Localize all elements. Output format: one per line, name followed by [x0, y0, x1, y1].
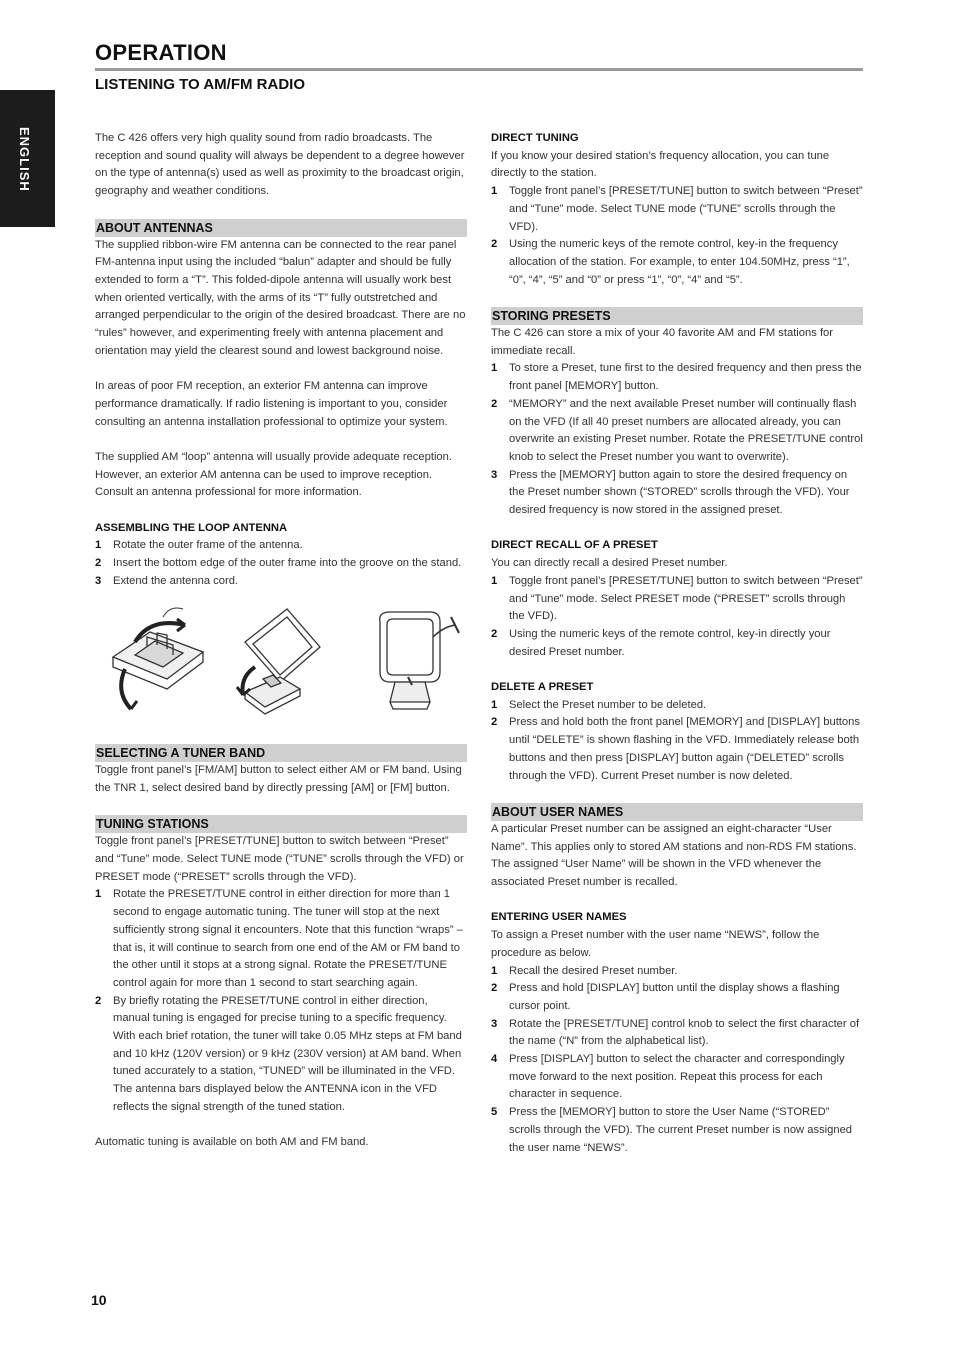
subheading-direct-recall: DIRECT RECALL OF A PRESET — [491, 539, 658, 552]
right-column — [491, 130, 863, 1157]
intro-paragraph: The C 426 offers very high quality sound from radio broadcasts. The reception and sound quality will always be dependent to a degree however on the type of antenna(s) used as well as proximity to the broadcast origin, geography and weather conditions. — [95, 132, 465, 198]
list-item: 1 To store a Preset, tune first to the desired frequency and then press the front panel [MEMORY] button. — [491, 362, 862, 393]
list-item: 1 Toggle front panel’s [PRESET/TUNE] button to switch between “Preset” and “Tune” mode. Select TUNE mode (“TUNE” scrolls through the VFD). — [491, 185, 863, 233]
list-item: 1 Recall the desired Preset number. — [491, 964, 678, 977]
antenna-step-2 — [237, 609, 320, 714]
section-heading-storing-presets: STORING PRESETS — [491, 307, 863, 325]
entering-intro: To assign a Preset number with the user name “NEWS”, follow the procedure as below. — [491, 929, 820, 959]
left-column — [95, 130, 467, 1152]
tuning-intro-paragraph: Toggle front panel’s [PRESET/TUNE] button to switch between “Preset” and “Tune” mode. Select TUNE mode (“TUNE” scrolls through the VFD) or PRESET mode (“PRESET” scrolls through the VFD). — [95, 835, 464, 883]
user-names-paragraph: A particular Preset number can be assigned an eight-character “User Name”. This applies only to stored AM stations and non-RDS FM stations. The assigned “User Name” will be shown in the VFD whenever the associated Preset number is recalled. — [491, 822, 857, 889]
subheading-delete-preset: DELETE A PRESET — [491, 681, 594, 694]
delete-steps — [491, 697, 863, 786]
list-item: 3 Extend the antenna cord. — [95, 574, 239, 587]
storing-steps — [491, 360, 863, 519]
language-tab — [0, 90, 55, 227]
subheading-assembling: ASSEMBLING THE LOOP ANTENNA — [95, 521, 288, 534]
list-item: 3 Rotate the [PRESET/TUNE] control knob to select the first character of the name (“N” from the alphabetical list). — [491, 1017, 860, 1048]
list-item: 2 Using the numeric keys of the remote control, key-in directly your desired Preset number. — [491, 627, 831, 658]
list-item: 1 Rotate the outer frame of the antenna. — [95, 539, 303, 552]
assembling-steps — [95, 537, 467, 590]
list-item: 4 Press [DISPLAY] button to select the character and correspondingly move forward to the next position. Repeat this process for each character in sequence. — [491, 1053, 845, 1101]
subheading-entering-user-names: ENTERING USER NAMES — [491, 911, 627, 924]
language-tab-label: ENGLISH — [17, 127, 32, 192]
list-item: 2 By briefly rotating the PRESET/TUNE control in either direction, manual tuning is engaged for precise tuning to a specific frequency. With each brief rotation, the tuner will take 0.05 MHz steps at FM band and 10 kHz (120V version) or 9 kHz (230V version) at AM band. When tuned accurately to a station, “TUNED” will be illuminated in the VFD. The antenna bars displayed below the ANTENNA icon in the VFD reflects the signal strength of the tuned station. — [95, 994, 462, 1113]
tuner-band-paragraph: Toggle front panel’s [FM/AM] button to select either AM or FM band. Using the TNR 1, select desired band by directly pressing [AM] or [FM] button. — [95, 764, 462, 794]
list-item: 1 Toggle front panel’s [PRESET/TUNE] button to switch between “Preset” and “Tune” mode. Select PRESET mode (“PRESET” scrolls through the VFD). — [491, 574, 863, 623]
title-divider — [95, 68, 863, 71]
direct-tuning-intro: If you know your desired station’s frequency allocation, you can tune directly to the station. — [491, 149, 830, 180]
section-heading-tuner-band: SELECTING A TUNER BAND — [95, 744, 467, 762]
antennas-paragraph: The supplied ribbon-wire FM antenna can be connected to the rear panel FM-antenna input using the included “balun” adapter and should be fully extended to form a “T”. This folded-dipole antenna will usually work best when oriented vertically, with the arms of its “T” fully outstretched and arranged perpendicular to the origin of the desired broadcast. There are no “rules” however, and experimenting freely with antenna placement and orientation may yield the clearest sound and lowest background noise. — [95, 238, 466, 357]
section-heading-tuning-stations: TUNING STATIONS — [95, 815, 467, 833]
entering-steps — [491, 963, 863, 1158]
list-item: 3 Press the [MEMORY] button again to store the desired frequency on the Preset number shown (“STORED” scrolls through the VFD). Your desired frequency is now stored in the assigned preset. — [491, 468, 850, 517]
list-item: 2 Insert the bottom edge of the outer frame into the groove on the stand. — [95, 557, 462, 570]
recall-steps — [491, 573, 863, 662]
antennas-paragraph: In areas of poor FM reception, an exterior FM antenna can improve performance dramatically. If radio listening is important to you, consider consulting an antenna installation professional to optimize your system. — [95, 380, 448, 428]
page-title: OPERATION — [95, 40, 227, 65]
antennas-paragraph: The supplied AM “loop” antenna will usually provide adequate reception. However, an exterior AM antenna can be used to improve reception. Consult an antenna professional for more information. — [95, 450, 452, 499]
subheading-direct-tuning: DIRECT TUNING — [491, 132, 579, 144]
list-item: 1 Select the Preset number to be deleted. — [491, 698, 707, 711]
section-heading-antennas: ABOUT ANTENNAS — [95, 219, 467, 237]
list-item: 2 “MEMORY” and the next available Preset number will continually flash on the VFD (If all 40 preset numbers are allocated already, you can overwrite an existing Preset number. Rotate the PRESET/TUNE control knob to select the Preset number you want to overwrite). — [491, 397, 863, 463]
recall-intro: You can directly recall a desired Preset number. — [491, 557, 728, 570]
direct-tuning-steps — [491, 183, 863, 289]
list-item: 2 Using the numeric keys of the remote control, key-in the frequency allocation of the station. For example, to enter 104.50MHz, press “1”, “0”, “4”, “5” and “0” or press “1”, “0”, “4” and “5”. — [491, 238, 850, 286]
page-number: 10 — [91, 1292, 107, 1308]
section-heading-user-names: ABOUT USER NAMES — [491, 803, 863, 821]
list-item: 5 Press the [MEMORY] button to store the User Name (“STORED” scrolls through the VFD). The current Preset number is now assigned the user name “NEWS”. — [491, 1106, 853, 1154]
storing-intro: The C 426 can store a mix of your 40 favorite AM and FM stations for immediate recall. — [491, 327, 833, 357]
loop-antenna-illustration — [95, 597, 467, 727]
list-item: 1 Rotate the PRESET/TUNE control in either direction for more than 1 second to engage automatic tuning. The tuner will stop at the next sufficiently strong signal it encounters. Note that this function “wraps” – that is, it will continue to search from one end of the AM or FM band to the other until it stops at a strong signal. Rotate the PRESET/TUNE control again for more than 1 second to start searching again. — [95, 888, 463, 989]
loop-antenna-diagram — [95, 597, 467, 727]
antenna-step-1 — [113, 608, 203, 709]
antenna-step-3 — [380, 612, 459, 709]
tuning-steps — [95, 886, 467, 1116]
list-item: 2 Press and hold [DISPLAY] button until the display shows a flashing cursor point. — [491, 982, 840, 1012]
page-subtitle: LISTENING TO AM/FM RADIO — [95, 76, 305, 93]
tuning-footer-paragraph: Automatic tuning is available on both AM and FM band. — [95, 1136, 369, 1149]
list-item: 2 Press and hold both the front panel [MEMORY] and [DISPLAY] buttons until “DELETE” is shown flashing in the VFD. Immediately release both buttons and then press [DISPLAY] button again (“DELETED” scrolls through the VFD). Current Preset number is now deleted. — [491, 716, 860, 782]
